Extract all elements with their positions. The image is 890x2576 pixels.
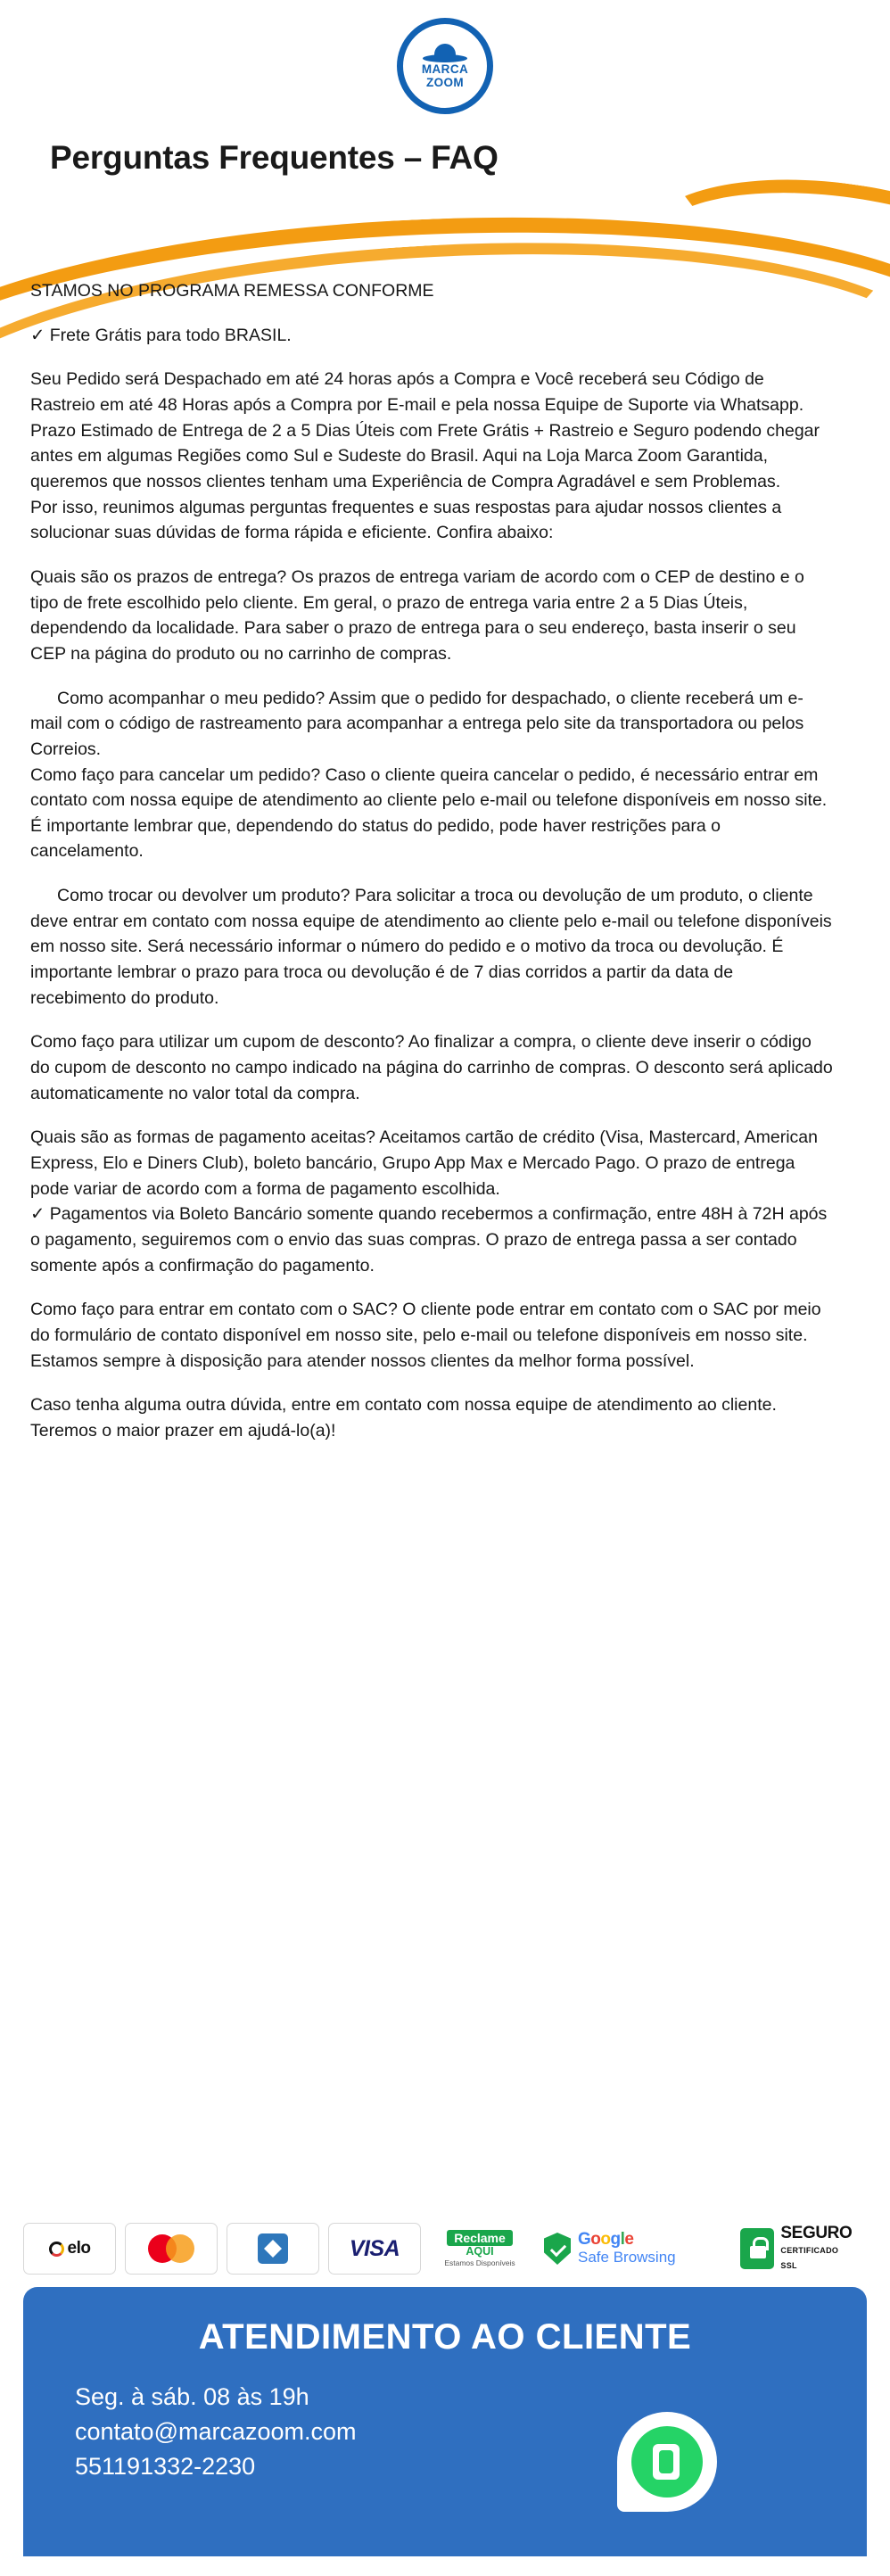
shield-check-icon [544, 2233, 571, 2265]
faq-cancelar-pedido: Como faço para cancelar um pedido? Caso o cliente queira cancelar o pedido, é necessário entrar em contato com nossa equipe de atendimento ao cliente pelo e-mail ou telefone disponíveis em nosso site. É importante lembrar que, dependendo do status do pedido, pode haver restrições para o cancelamento. [30, 764, 828, 862]
customer-service-footer [23, 2287, 867, 2556]
page-header [0, 0, 890, 268]
paragraph-despacho: Seu Pedido será Despachado em até 24 horas após a Compra e Você receberá seu Código de Rastreio em até 48 Horas após a Compra por E-mail e pela nossa Equipe de Suporte via Whatsapp. [30, 369, 804, 415]
faq-prazos-entrega: Quais são os prazos de entrega? Os prazos de entrega variam de acordo com o CEP de destino e o tipo de frete escolhido pelo cliente. Em geral, o prazo de entrega varia entre 2 a 5 Dias Úteis, dependendo da localidade. Para saber o prazo de entrega para o seu endereço, basta inserir o seu CEP na página do produto ou no carrinho de compras. [30, 566, 804, 664]
footer-hours: Seg. à sáb. 08 às 19h [75, 2383, 309, 2410]
safe-browsing-label: Safe Browsing [578, 2249, 676, 2266]
badge-mastercard [125, 2223, 218, 2275]
badge-google-safe-browsing [539, 2223, 728, 2275]
footer-contact-block [75, 2380, 357, 2484]
badge-visa [328, 2223, 421, 2275]
badge-diners-club [227, 2223, 319, 2275]
badge-seguro-ssl [737, 2223, 854, 2275]
google-safe-browsing-text [578, 2231, 676, 2266]
seguro-label: SEGURO [780, 2224, 853, 2243]
footer-title: ATENDIMENTO AO CLIENTE [198, 2317, 692, 2357]
reclame-aqui-sub: Estamos Disponíveis [444, 2258, 515, 2268]
whatsapp-icon[interactable] [617, 2412, 717, 2512]
badge-reclame-aqui [430, 2223, 530, 2275]
badge-elo [23, 2223, 116, 2275]
lock-icon [740, 2228, 774, 2269]
faq-cupom-desconto: Como faço para utilizar um cupom de desconto? Ao finalizar a compra, o cliente deve inserir o código do cupom de desconto no campo indicado na página do carrinho de compras. O desconto será aplicado automaticamente no valor total da compra. [30, 1032, 833, 1103]
paragraph-intro-perguntas: Por isso, reunimos algumas perguntas frequentes e suas respostas para ajudar nossos clientes a solucionar suas dúvidas de forma rápida e eficiente. Confira abaixo: [30, 497, 782, 543]
faq-trocar-devolver: Como trocar ou devolver um produto? Para solicitar a troca ou devolução de um produto, o cliente deve entrar em contato com nossa equipe de atendimento ao cliente pelo e-mail ou telefone disponíveis em nosso site. Será necessário informar o número do pedido e o motivo da troca ou devolução. É importante lembrar o prazo para troca ou devolução é de 7 dias corridos a partir da data de recebimento do produto. [30, 886, 832, 1008]
google-wordmark: Google [578, 2230, 634, 2250]
paragraph-frete-gratis: ✓ Frete Grátis para todo BRASIL. [30, 325, 292, 345]
diners-club-icon [258, 2233, 288, 2264]
elo-icon [49, 2239, 91, 2258]
reclame-aqui-top: Reclame [447, 2230, 513, 2247]
footer-phone[interactable]: 551191332-2230 [75, 2453, 256, 2481]
hat-icon [423, 43, 467, 62]
page-title: Perguntas Frequentes – FAQ [50, 139, 499, 176]
faq-duvidas-finais: Caso tenha alguma outra dúvida, entre em contato com nossa equipe de atendimento ao cliente. Teremos o maior prazer em ajudá-lo(a)! [30, 1395, 777, 1441]
paragraph-prazo-estimado: Prazo Estimado de Entrega de 2 a 5 Dias Úteis com Frete Grátis + Rastreio e Seguro podendo chegar antes em algumas Regiões como Sul e Sudeste do Brasil. Aqui na Loja Marca Zoom Garantida, queremos que nossos clientes tenham uma Experiência de Compra Agradável e sem Problemas. [30, 420, 820, 491]
faq-formas-pagamento: Quais são as formas de pagamento aceitas? Aceitamos cartão de crédito (Visa, Mastercard, American Express, Elo e Diners Club), boleto bancário, Grupo App Max e Mercado Pago. O prazo de entrega pode variar de acordo com a forma de pagamento escolhida. [30, 1127, 818, 1199]
brand-logo [374, 16, 516, 116]
seguro-ssl-text [780, 2225, 854, 2273]
paragraph-remessa: STAMOS NO PROGRAMA REMESSA CONFORME [30, 281, 434, 301]
visa-label: VISA [349, 2235, 400, 2261]
faq-body [30, 278, 833, 1463]
ssl-label: CERTIFICADO SSL [780, 2246, 839, 2270]
mastercard-icon [148, 2234, 194, 2263]
faq-sac: Como faço para entrar em contato com o SAC? O cliente pode entrar em contato com o SAC por meio do formulário de contato disponível em nosso site, pelo e-mail ou telefone disponíveis em nosso site. Estamos sempre à disposição para atender nossos clientes da melhor forma possível. [30, 1300, 821, 1371]
logo-text: MARCA ZOOM [421, 62, 469, 89]
footer-email[interactable]: contato@marcazoom.com [75, 2418, 357, 2446]
elo-label: elo [67, 2239, 91, 2258]
faq-boleto: ✓ Pagamentos via Boleto Bancário somente quando recebermos a confirmação, entre 48H à 72H após o pagamento, seguiremos com o envio das suas compras. O prazo de entrega passa a ser contado somente após a confirmação do pagamento. [30, 1204, 828, 1276]
logo-circle [397, 18, 493, 114]
faq-acompanhar-pedido: Como acompanhar o meu pedido? Assim que o pedido for despachado, o cliente receberá um e-mail com o código de rastreamento para acompanhar a entrega pelo site da transportadora ou pelos Correios. [30, 688, 804, 759]
reclame-aqui-mid: AQUI [466, 2245, 494, 2258]
payment-and-trust-badges [23, 2217, 867, 2280]
